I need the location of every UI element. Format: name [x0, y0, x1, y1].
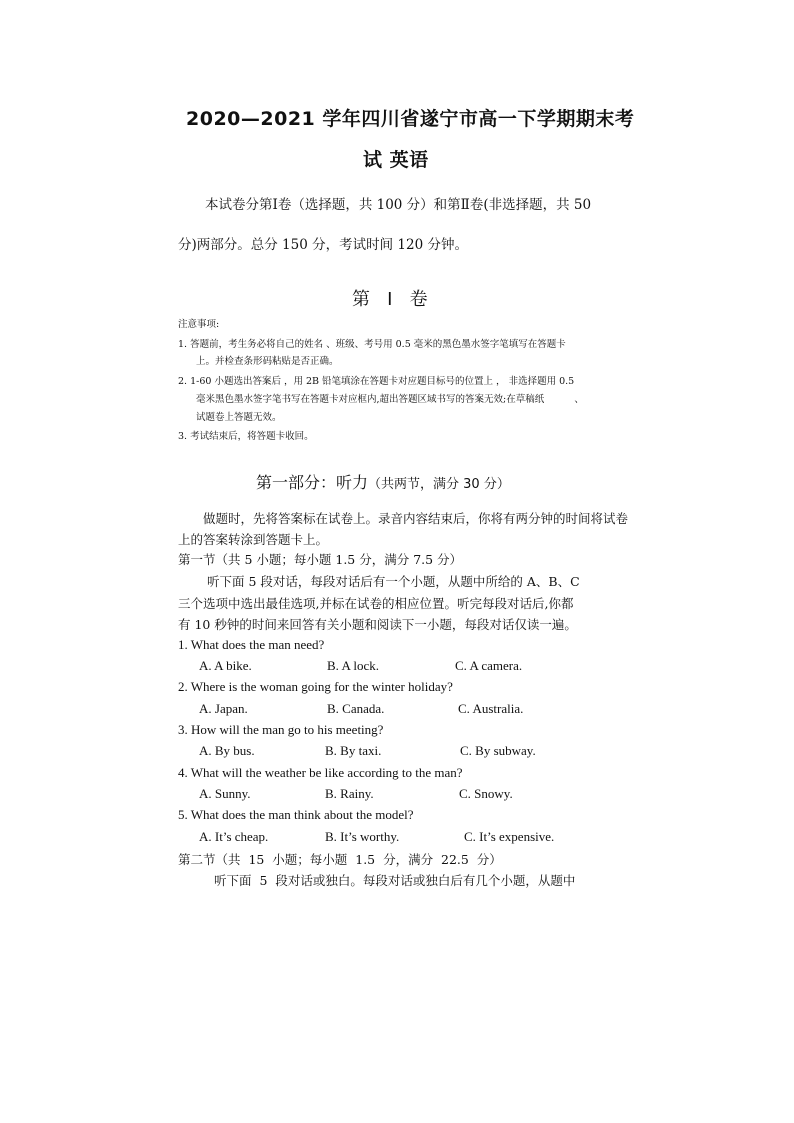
question-3-option-b: B. By taxi.	[325, 743, 382, 758]
section1-instr-line-1: 听下面 5 段对话，每段对话后有一个小题，从题中所给的 A、B、C	[207, 574, 580, 589]
question-5-option-c: C. It’s expensive.	[464, 829, 555, 844]
question-4-option-b: B. Rainy.	[325, 786, 374, 801]
note-1-line-2: 上。并检查条形码粘贴是否正确。	[196, 356, 339, 367]
section2-instr-line-1: 听下面 5 段对话或独白。每段对话或独白后有几个小题，从题中	[214, 873, 576, 888]
question-3-option-a: A. By bus.	[199, 743, 255, 758]
question-3-stem: 3. How will the man go to his meeting?	[178, 722, 384, 737]
section2-heading: 第二节（共 15 小题；每小题 1.5 分，满分 22.5 分）	[178, 852, 502, 867]
question-2-option-b: B. Canada.	[327, 701, 385, 716]
question-5-option-a: A. It’s cheap.	[199, 829, 269, 844]
question-1-stem: 1. What does the man need?	[178, 637, 325, 652]
note-1-line-1: 1. 答题前，考生务必将自己的姓名 、班级、考号用 0.5 毫米的黑色墨水签字笔填写在答题卡	[178, 339, 566, 350]
question-1-option-b: B. A lock.	[327, 658, 380, 673]
note-2-line-2: 毫米黑色墨水签字笔书写在答题卡对应框内,超出答题区域书写的答案无效;在草稿纸 、	[196, 394, 584, 405]
question-1-option-c: C. A camera.	[455, 658, 523, 673]
title-line-1: 2020—2021 学年四川省遂宁市高一下学期期末考	[186, 108, 635, 130]
question-2-option-c: C. Australia.	[458, 701, 524, 716]
title-line-2: 试 英语	[363, 149, 429, 171]
section1-instr-line-3: 有 10 秒钟的时间来回答有关小题和阅读下一小题，每段对话仅读一遍。	[178, 617, 577, 632]
part1-instr-line-2: 上的答案转涂到答题卡上。	[178, 532, 329, 547]
part1-instr-line-1: 做题时，先将答案标在试卷上。录音内容结束后，你将有两分钟的时间将试卷	[203, 511, 629, 526]
question-2-option-a: A. Japan.	[199, 701, 248, 716]
question-1-option-a: A. A bike.	[199, 658, 252, 673]
question-2-stem: 2. Where is the woman going for the winter holiday?	[178, 679, 453, 694]
notes-heading: 注意事项:	[178, 319, 220, 330]
note-2-line-3: 试题卷上答题无效。	[196, 412, 282, 423]
question-5-stem: 5. What does the man think about the model?	[178, 807, 414, 822]
part1-heading-main: 第一部分：听力	[256, 473, 369, 492]
section1-heading: 第一节（共 5 小题；每小题 1.5 分，满分 7.5 分）	[178, 552, 463, 567]
intro-line-2: 分)两部分。总分 150 分，考试时间 120 分钟。	[178, 237, 468, 253]
question-4-option-c: C. Snowy.	[459, 786, 513, 801]
note-2-line-1: 2. 1-60 小题选出答案后 ，用 2B 铅笔填涂在答题卡对应题目标号的位置上 ， 非选择题用 0.5	[178, 376, 575, 387]
part1-heading-sub: （共两节，满分 30 分）	[368, 477, 510, 492]
question-4-stem: 4. What will the weather be like according to the man?	[178, 765, 463, 780]
part1-heading	[256, 470, 510, 493]
question-5-option-b: B. It’s worthy.	[325, 829, 400, 844]
section1-instr-line-2: 三个选项中选出最佳选项,并标在试卷的相应位置。听完每段对话后,你都	[178, 596, 574, 611]
intro-line-1: 本试卷分第Ⅰ卷（选择题，共 100 分）和第Ⅱ卷(非选择题，共 50	[205, 197, 592, 213]
note-3: 3. 考试结束后，将答题卡收回。	[178, 431, 314, 442]
question-4-option-a: A. Sunny.	[199, 786, 251, 801]
volume-heading: 第 Ⅰ 卷	[352, 289, 428, 310]
question-3-option-c: C. By subway.	[460, 743, 536, 758]
